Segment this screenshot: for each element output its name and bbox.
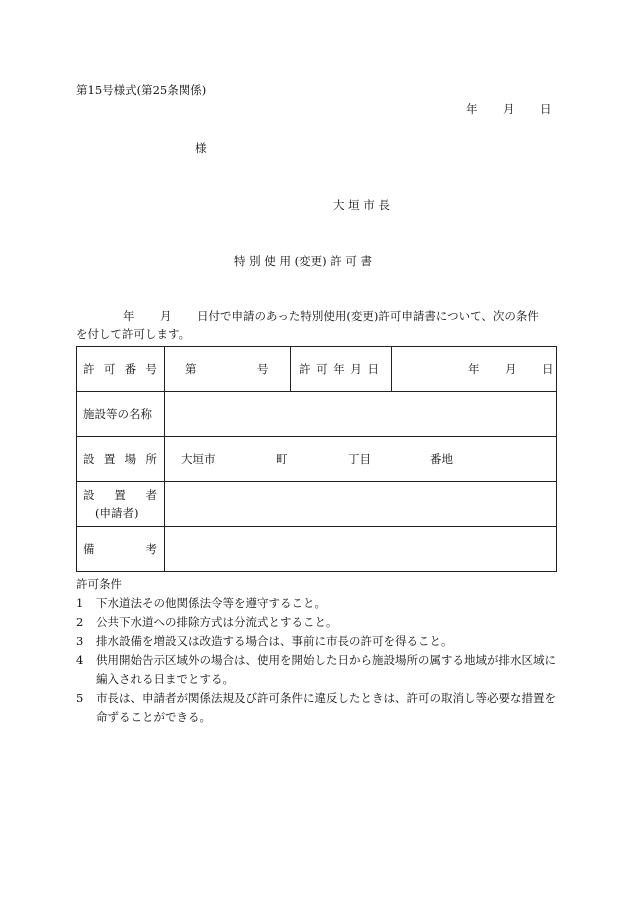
- document-title: 特 別 使 用 (変更) 許 可 書: [234, 254, 373, 268]
- installer-sub-label: (申請者): [95, 506, 139, 520]
- permit-number-suffix: 号: [257, 362, 269, 376]
- intro-line1: 日付で申請のあった特別使用(変更)許可申請書について、次の条件: [197, 309, 539, 323]
- permit-date-year: 年: [468, 362, 480, 376]
- condition-item: [76, 632, 560, 651]
- row-facility-name: [77, 392, 557, 437]
- permit-date-field[interactable]: [392, 347, 557, 392]
- date-year: 年: [466, 102, 478, 116]
- row-location: [77, 437, 557, 482]
- location-label: 設 置 場 所: [77, 437, 165, 482]
- condition-text: 排水設備を増設又は改造する場合は、事前に市長の許可を得ること。: [96, 634, 453, 648]
- facility-name-field[interactable]: [165, 392, 557, 437]
- date-month: 月: [503, 102, 515, 116]
- condition-text: 下水道法その他関係法令等を遵守すること。: [96, 596, 326, 610]
- location-city: 大垣市: [181, 452, 216, 466]
- facility-name-label: 施設等の名称: [77, 392, 165, 437]
- permit-number-label: 許 可 番 号: [77, 347, 165, 392]
- issuer: 大 垣 市 長: [333, 198, 390, 212]
- row-installer: [77, 482, 557, 527]
- date-day: 日: [540, 102, 552, 116]
- row-remarks: [77, 527, 557, 572]
- condition-item: [76, 651, 560, 689]
- condition-number: 2: [76, 615, 84, 629]
- location-chome: 丁目: [348, 452, 371, 466]
- condition-number: 4: [76, 653, 84, 667]
- installer-label: 設 置 者 (申請者): [77, 482, 165, 527]
- permit-conditions: [76, 575, 560, 727]
- intro-month: 月: [160, 309, 172, 323]
- location-town: 町: [276, 452, 288, 466]
- condition-item: [76, 689, 560, 727]
- permit-date-month: 月: [505, 362, 517, 376]
- row-permit-number: [77, 347, 557, 392]
- location-banchi: 番地: [430, 452, 453, 466]
- permit-date-day: 日: [542, 362, 554, 376]
- condition-item: [76, 594, 560, 613]
- conditions-heading: 許可条件: [76, 577, 122, 591]
- condition-text: 市長は、申請者が関係法規及び許可条件に違反したときは、許可の取消し等必要な措置を命ずることができる。: [96, 691, 556, 724]
- remarks-field[interactable]: [165, 527, 557, 572]
- form-number: 第15号様式(第25条関係): [76, 83, 207, 97]
- condition-text: 供用開始告示区域外の場合は、使用を開始した日から施設場所の属する地域が排水区域に編入される日までとする。: [96, 653, 556, 686]
- condition-text: 公共下水道への排除方式は分流式とすること。: [96, 615, 338, 629]
- intro-line2: を付して許可します。: [76, 327, 191, 341]
- condition-number: 5: [76, 691, 84, 705]
- intro-year: 年: [123, 309, 135, 323]
- permit-date-label: 許 可 年 月 日: [291, 347, 392, 392]
- addressee-suffix: 様: [195, 141, 207, 155]
- condition-number: 1: [76, 596, 84, 610]
- location-field[interactable]: [165, 437, 557, 482]
- installer-field[interactable]: [165, 482, 557, 527]
- permit-number-prefix: 第: [185, 362, 197, 376]
- condition-number: 3: [76, 634, 84, 648]
- condition-item: [76, 613, 560, 632]
- remarks-label: 備 考: [77, 527, 165, 572]
- permit-form-table: [76, 346, 557, 572]
- permit-number-field[interactable]: [165, 347, 291, 392]
